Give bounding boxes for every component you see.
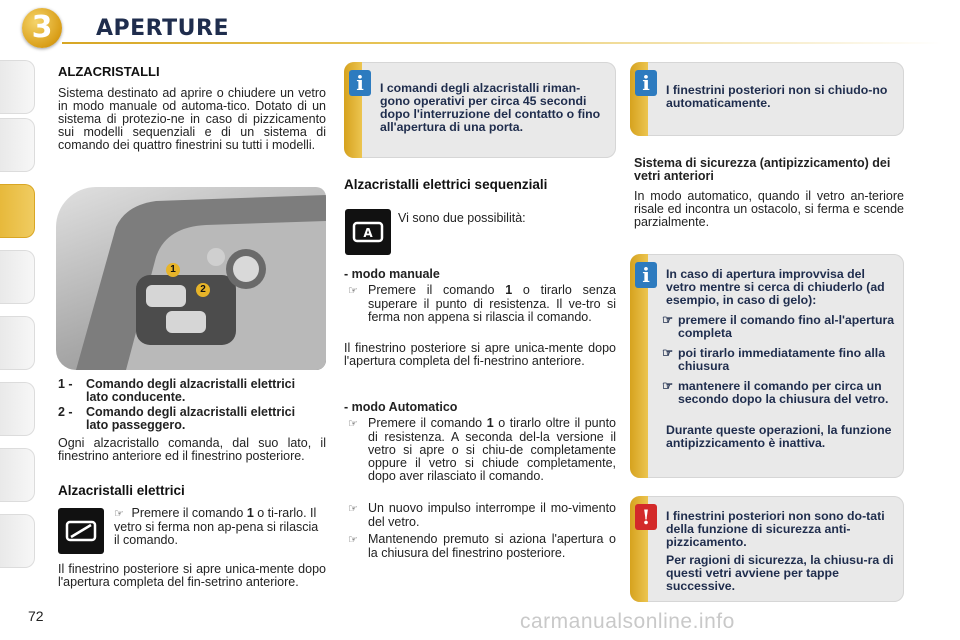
info-list-item	[662, 346, 896, 373]
control-number: 1	[486, 416, 494, 430]
warning-box	[630, 496, 904, 602]
info-box-text: I comandi degli alzacristalli riman-gono operativi per circa 45 secondi dopo l'interruzione del contatto o fino all'apertura di una porta.	[380, 81, 601, 134]
manual-text: Il finestrino posteriore si apre unica-mente dopo l'apertura completa del fi-nestrino anteriore.	[344, 341, 616, 368]
legend-text: Comando degli alzacristalli elettrici lato conducente.	[86, 377, 296, 404]
list-item-text: premere il comando fino al-l'apertura completa	[678, 313, 895, 340]
section-heading-sequenziali: Alzacristalli elettrici sequenziali	[344, 177, 548, 192]
pointer-icon: ☞	[662, 379, 674, 393]
info-icon: i	[349, 70, 371, 96]
control-number: 1	[505, 283, 513, 297]
header-rule	[62, 42, 942, 44]
info-box-intro: In caso di apertura improvvisa del vetro mentre si cerca di chiuderlo (ad esempio, in caso di gelo):	[666, 267, 885, 307]
info-list-item	[662, 313, 896, 340]
pointer-icon: ☞	[348, 503, 358, 515]
info-box-antipizzicamento	[630, 254, 904, 478]
list-item-text: mantenere il comando per circa un secondo dopo la chiusura del vetro.	[678, 379, 889, 406]
auto-window-icon	[345, 209, 391, 255]
chapter-tab[interactable]	[0, 382, 35, 436]
legend-number: 1 -	[58, 377, 73, 391]
chapter-tab[interactable]	[0, 316, 35, 370]
svg-text:A: A	[363, 226, 373, 240]
auto-heading: - modo Automatico	[344, 400, 458, 414]
bullet-text: o ti-rarlo. Il vetro si ferma non ap-pena si rilascia il comando.	[114, 506, 319, 547]
chapter-tab[interactable]	[0, 118, 35, 172]
list-item-text: poi tirarlo immediatamente fino alla chiusura	[678, 346, 886, 373]
pointer-icon: ☞	[662, 346, 674, 360]
window-switch-photo	[56, 187, 326, 370]
section-heading-elettrici: Alzacristalli elettrici	[58, 483, 185, 498]
each-control-paragraph: Ogni alzacristallo comanda, dal suo lato, il finestrino anteriore ed il finestrino posteriore.	[58, 436, 326, 463]
pointer-icon: ☞	[662, 313, 674, 327]
info-icon: i	[635, 262, 657, 288]
auto-bullet-1	[348, 416, 616, 483]
pointer-icon: ☞	[348, 534, 358, 546]
info-box-footer: Durante queste operazioni, la funzione antipizzicamento è inattiva.	[666, 423, 892, 450]
auto-bullet-3	[348, 532, 616, 560]
callout-1: 1	[166, 263, 180, 277]
warning-text-2: Per ragioni di sicurezza, la chiusu-ra di questi vetri avviene per tappe successive.	[666, 553, 894, 593]
safety-heading: Sistema di sicurezza (antipizzicamento) dei vetri anteriori	[634, 156, 891, 183]
page-number: 72	[28, 608, 44, 624]
auto-bullet-2	[348, 501, 616, 529]
manual-heading: - modo manuale	[344, 267, 440, 281]
pointer-icon: ☞	[348, 285, 358, 297]
bullet-text: Premere il comando	[368, 416, 487, 430]
elettrici-footer-text: Il finestrino posteriore si apre unica-mente dopo l'apertura completa del fin-setrino anteriore.	[58, 562, 326, 589]
info-box-text: I finestrini posteriori non si chiudo-no automaticamente.	[666, 83, 888, 110]
intro-paragraph: Sistema destinato ad aprire o chiudere un vetro in modo manuale od automa-tico. Dotato di un sistema di protezio-ne in caso di pizzicamento sui modelli sequenziali e di un sistema di comando dei quattro finestrini su tutti i modelli.	[58, 86, 326, 152]
bullet-text: Premere il comando	[368, 283, 506, 297]
warning-icon: !	[635, 504, 657, 530]
chapter-tab-active[interactable]	[0, 184, 35, 238]
chapter-tab[interactable]	[0, 448, 35, 502]
chapter-tab[interactable]	[0, 250, 35, 304]
bullet-text: o tirarlo senza superare il punto di resistenza. Il ve-tro si ferma non appena si rilascia il comando.	[368, 283, 617, 324]
pointer-icon: ☞	[348, 418, 358, 430]
pointer-icon: ☞	[114, 508, 124, 520]
safety-text: In modo automatico, quando il vetro an-teriore risale ed incontra un ostacolo, si ferma e scende parzialmente.	[634, 189, 904, 229]
info-box-posteriori	[630, 62, 904, 136]
bullet-text: o tirarlo oltre il punto di resistenza. A seconda del-la versione il vetro si apre o si chiu-de completamente oppure il vetro si chiude completamente, dopo aver rilasciato il comando.	[368, 416, 616, 483]
chapter-tab[interactable]	[0, 514, 35, 568]
warning-text-1: I finestrini posteriori non sono do-tati della funzione di sicurezza anti-pizzicamento.	[666, 509, 885, 549]
bullet-text: Un nuovo impulso interrompe il mo-vimento del vetro.	[368, 501, 616, 529]
info-icon: i	[635, 70, 657, 96]
door-panel-illustration	[56, 187, 326, 370]
seq-intro: Vi sono due possibilità:	[398, 211, 526, 225]
bullet-text: Mantenendo premuto si aziona l'apertura o la chiusura del finestrino posteriore.	[368, 532, 616, 560]
legend-number: 2 -	[58, 405, 73, 419]
manual-bullet	[348, 283, 617, 324]
info-list-item	[662, 379, 896, 406]
legend-item-1	[58, 378, 326, 404]
section-heading-alzacristalli: ALZACRISTALLI	[58, 64, 160, 79]
chapter-number-badge: 3	[22, 8, 62, 48]
window-switch-icon	[58, 508, 104, 554]
watermark: carmanualsonline.info	[520, 610, 735, 633]
elettrici-bullet	[114, 507, 326, 547]
legend-item-2	[58, 406, 326, 432]
info-box-comandi	[344, 62, 616, 158]
chapter-tab[interactable]	[0, 60, 35, 114]
callout-2: 2	[196, 283, 210, 297]
bullet-text: Premere il comando	[131, 506, 247, 520]
page-title: APERTURE	[96, 16, 229, 41]
control-number: 1	[246, 506, 254, 520]
legend-text: Comando degli alzacristalli elettrici lato passeggero.	[86, 405, 296, 432]
